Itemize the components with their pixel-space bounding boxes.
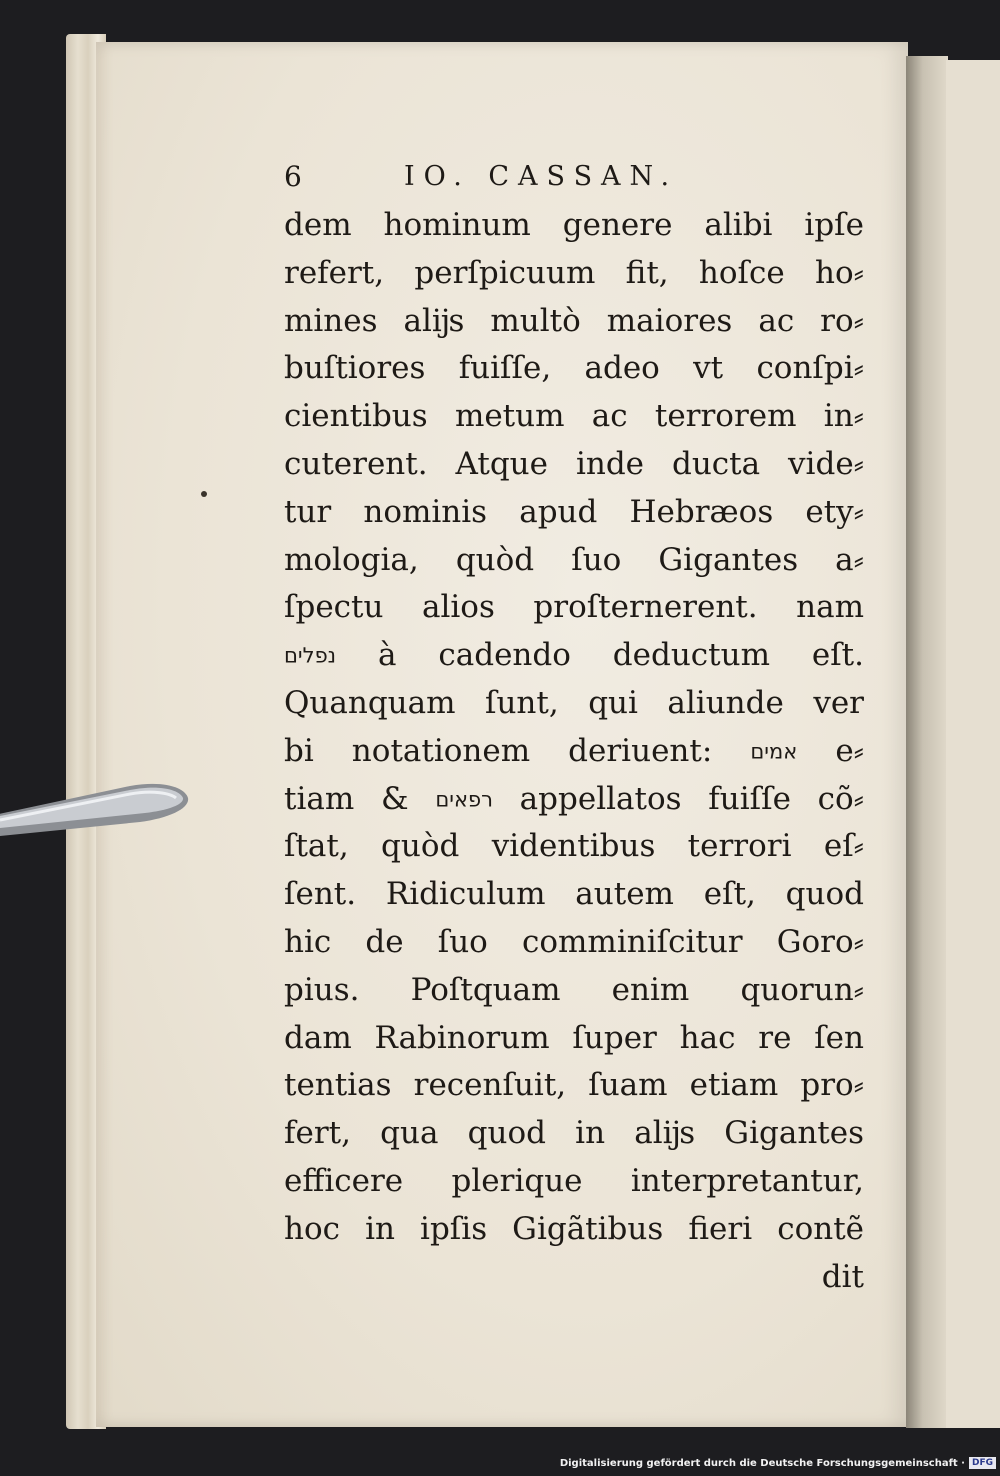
hebrew-word: אמים bbox=[750, 739, 798, 764]
text-line bbox=[284, 728, 864, 776]
text-line bbox=[284, 776, 864, 824]
text-line: dit bbox=[821, 1258, 864, 1295]
pointer-tool-icon bbox=[0, 780, 200, 840]
text-line: dem hominum genere alibi ipſe bbox=[284, 207, 864, 243]
running-title: IO. CASSAN. bbox=[404, 160, 679, 192]
text-line bbox=[284, 632, 864, 680]
text-line: buſtiores fuiſſe, adeo vt conſpi⸗ bbox=[284, 350, 864, 387]
text-block bbox=[284, 150, 864, 1301]
text-line: hoc in ipſis Gigãtibus fieri contẽ bbox=[284, 1210, 864, 1247]
text-line: ſpectu alios proſternerent. nam bbox=[284, 589, 864, 626]
text-line: fert, qua quod in alĳs Gigantes bbox=[284, 1115, 864, 1152]
footer-credit bbox=[560, 1454, 996, 1472]
text-line: ſent. Ridiculum autem eſt, quod bbox=[284, 876, 864, 913]
funding-credit: Digitalisierung gefördert durch die Deutsche Forschungsgemeinschaft · bbox=[559, 1457, 965, 1469]
text-line: ſtat, quòd videntibus terrori eſ⸗ bbox=[284, 828, 864, 865]
text-line: refert, perſpicuum fit, hoſce ho⸗ bbox=[284, 254, 864, 291]
body-text bbox=[284, 202, 864, 1301]
text-line: cientibus metum ac terrorem in⸗ bbox=[284, 398, 864, 435]
text-line: pius. Poſtquam enim quorun⸗ bbox=[284, 971, 864, 1008]
book-gutter bbox=[906, 56, 948, 1428]
text-line: Quanquam ſunt, qui aliunde ver bbox=[284, 684, 864, 721]
margin-mark bbox=[201, 491, 207, 497]
text-segment: e⸗ bbox=[797, 732, 864, 769]
text-segment: bi notationem deriuent: bbox=[284, 732, 751, 769]
page-number: 6 bbox=[284, 159, 302, 193]
text-line: hic de ſuo comminiſcitur Goro⸗ bbox=[284, 923, 864, 960]
text-line: dam Rabinorum ſuper hac re ſen bbox=[284, 1019, 864, 1056]
text-segment: à cadendo deductum eſt. bbox=[336, 637, 864, 674]
text-line: mologia, quòd ſuo Gigantes a⸗ bbox=[284, 541, 864, 578]
running-head bbox=[284, 150, 864, 202]
text-segment: appellatos fuiſſe cõ⸗ bbox=[492, 780, 864, 817]
text-line: mines alĳs multò maiores ac ro⸗ bbox=[284, 302, 864, 339]
text-line: tentias recenſuit, ſuam etiam pro⸗ bbox=[284, 1067, 864, 1104]
hebrew-word: נפלים bbox=[284, 643, 337, 668]
dfg-logo-icon: DFG bbox=[969, 1457, 996, 1469]
facing-page-edge bbox=[946, 60, 1000, 1428]
text-line: cuterent. Atque inde ducta vide⸗ bbox=[284, 445, 864, 482]
text-line: tur nominis apud Hebræos ety⸗ bbox=[284, 493, 864, 530]
hebrew-word: רפאים bbox=[435, 787, 493, 812]
text-line: efficere plerique interpretantur, bbox=[284, 1162, 864, 1199]
text-segment: tiam & bbox=[284, 780, 436, 817]
